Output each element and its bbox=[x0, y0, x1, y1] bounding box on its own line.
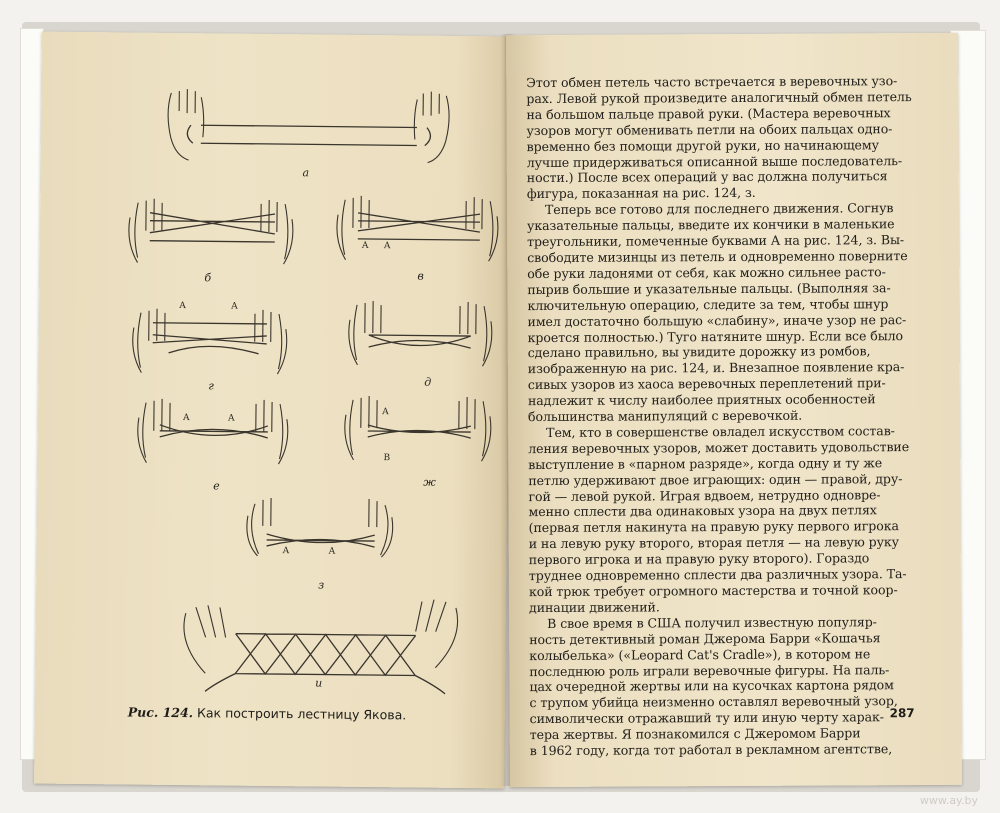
text-line: символически отражавший ту или иную черту харак- bbox=[529, 709, 884, 727]
text-line: Теперь все готово для последнего движения. Согнув bbox=[544, 200, 894, 218]
figure-e bbox=[137, 399, 288, 465]
figure-label-v: в bbox=[417, 269, 424, 283]
figure-v bbox=[337, 196, 499, 262]
text-line: большинства манипуляций с веревочкой. bbox=[527, 407, 803, 425]
text-line: (первая петля накинута на правую руку первого игрока bbox=[528, 518, 899, 536]
figure-label-g: г bbox=[208, 379, 214, 393]
figure-zh bbox=[344, 396, 491, 462]
text-line: сивых узоров из хаоса веревочных переплетений при- bbox=[527, 375, 886, 393]
text-line: кой трюк требует огромного мастерства и точной коор- bbox=[528, 582, 898, 600]
figure-label-a: а bbox=[302, 166, 310, 180]
marker-a: А bbox=[227, 413, 235, 424]
text-line: временно без помощи другой руки, но начинающему bbox=[526, 136, 879, 154]
figure-z bbox=[247, 498, 393, 558]
text-line: пырив большие и указательные пальцы. (Выполняя за- bbox=[527, 279, 891, 297]
text-line: колыбелька» («Leopard Cat's Cradle»), в котором не bbox=[529, 645, 871, 663]
text-line: Этот обмен петель часто встречается в веревочных узо- bbox=[526, 73, 898, 91]
right-page-text bbox=[526, 73, 950, 759]
text-line: фигура, показанная на рис. 124, з. bbox=[526, 185, 756, 202]
text-line: менно сплести два одинаковых узора на двух петлях bbox=[528, 502, 877, 520]
figure-d bbox=[348, 301, 492, 366]
figure-caption-text: Как построить лестницу Якова. bbox=[196, 705, 407, 723]
text-line: сделано правильно, вы увидите дорожку из ромбов, bbox=[527, 343, 871, 361]
figure-label-zh: ж bbox=[423, 475, 436, 489]
text-line: на большом пальце правой руки. (Мастера веревочных bbox=[526, 104, 891, 122]
text-line: треугольники, помеченные буквами А на рис. 124, з. Вы- bbox=[527, 232, 905, 250]
figure-label-d: д bbox=[424, 375, 432, 389]
text-line: В свое время в США получил известную популяр- bbox=[547, 614, 877, 631]
left-page bbox=[34, 32, 512, 789]
text-line: последнюю роль играли веревочные фигуры. На паль- bbox=[529, 661, 890, 679]
string-figure-illustrations bbox=[34, 32, 512, 789]
marker-a: А bbox=[328, 546, 336, 557]
text-line: надлежит к числу наиболее приятных особенностей bbox=[527, 391, 876, 409]
text-line: динации движений. bbox=[528, 599, 660, 615]
text-line: выступление в «парном разряде», когда одну и ту же bbox=[528, 454, 883, 472]
figure-caption-number: Рис. 124. bbox=[127, 704, 194, 721]
text-line: рах. Левой рукой произведите аналогичный обмен петель bbox=[526, 88, 912, 106]
text-line: обе руки ладонями от себя, как можно сильнее расто- bbox=[527, 264, 886, 281]
text-line: ления веревочных узоров, может доставить удовольствие bbox=[528, 438, 910, 456]
figure-label-e: е bbox=[213, 479, 220, 493]
marker-a: А bbox=[231, 301, 238, 312]
marker-a: А bbox=[381, 407, 389, 418]
text-line: цах очередной жертвы или на кусочках картона рядом bbox=[529, 677, 894, 695]
text-line: имел достаточно большую «слабину», иначе узор не рас- bbox=[527, 311, 907, 329]
figure-caption bbox=[128, 704, 407, 722]
text-line: тера жертвы. Я познакомился с Джеромом Барри bbox=[529, 725, 861, 743]
text-line: ности.) После всех операций у вас должна получиться bbox=[526, 168, 888, 186]
figure-g bbox=[132, 309, 287, 375]
text-line: ключительную операцию, следите за тем, чтобы шнур bbox=[527, 295, 889, 313]
marker-a: А bbox=[282, 546, 290, 557]
text-line: с трупом убийца неизменно оставлял веревочный узор, bbox=[529, 693, 898, 711]
figure-label-i: и bbox=[315, 676, 323, 690]
figure-b bbox=[129, 198, 294, 264]
page-number: 287 bbox=[889, 706, 915, 721]
text-line: изображенную на рис. 124, и. Внезапное появление кра- bbox=[527, 359, 905, 377]
text-line: ность детективный роман Джерома Барри «Кошачья bbox=[529, 629, 881, 647]
figure-label-b: б bbox=[204, 271, 212, 285]
text-line: петлю удерживают двое играющих: один — правой, дру- bbox=[528, 470, 903, 488]
marker-a: А bbox=[179, 301, 186, 312]
text-line: труднее одновременно сплести два различных узора. Та- bbox=[528, 566, 907, 584]
text-line: гой — левой рукой. Играя вдвоем, нетрудно одновре- bbox=[528, 486, 881, 504]
text-line: в 1962 году, когда тот работал в рекламном агентстве, bbox=[529, 741, 893, 759]
text-line: узоров могут обменивать петли на обоих пальцах одно- bbox=[526, 120, 893, 138]
text-line: Тем, кто в совершенстве овладел искусством состав- bbox=[546, 423, 895, 440]
text-line: указательные пальцы, введите их кончики в маленькие bbox=[526, 216, 895, 234]
text-line: лучше придерживаться описанной выше последователь- bbox=[526, 152, 903, 170]
text-line: и на левую руку второго, вторая петля — на левую руку bbox=[528, 534, 899, 552]
text-line: кроется полностью.) Туго натяните шнур. Если все было bbox=[527, 327, 904, 345]
text-line: свободите мизинцы из петель и одновременно поверните bbox=[527, 248, 908, 266]
figure-label-z: з bbox=[318, 578, 325, 592]
text-line: первого игрока и на правую руку второго). Гораздо bbox=[528, 550, 870, 568]
marker-a: А bbox=[361, 240, 369, 251]
marker-a: А bbox=[182, 413, 190, 424]
watermark: www.ay.by bbox=[919, 794, 978, 807]
figure-a bbox=[168, 89, 450, 163]
marker-b: В bbox=[383, 453, 391, 464]
right-page bbox=[506, 33, 962, 787]
marker-a: А bbox=[383, 241, 391, 252]
